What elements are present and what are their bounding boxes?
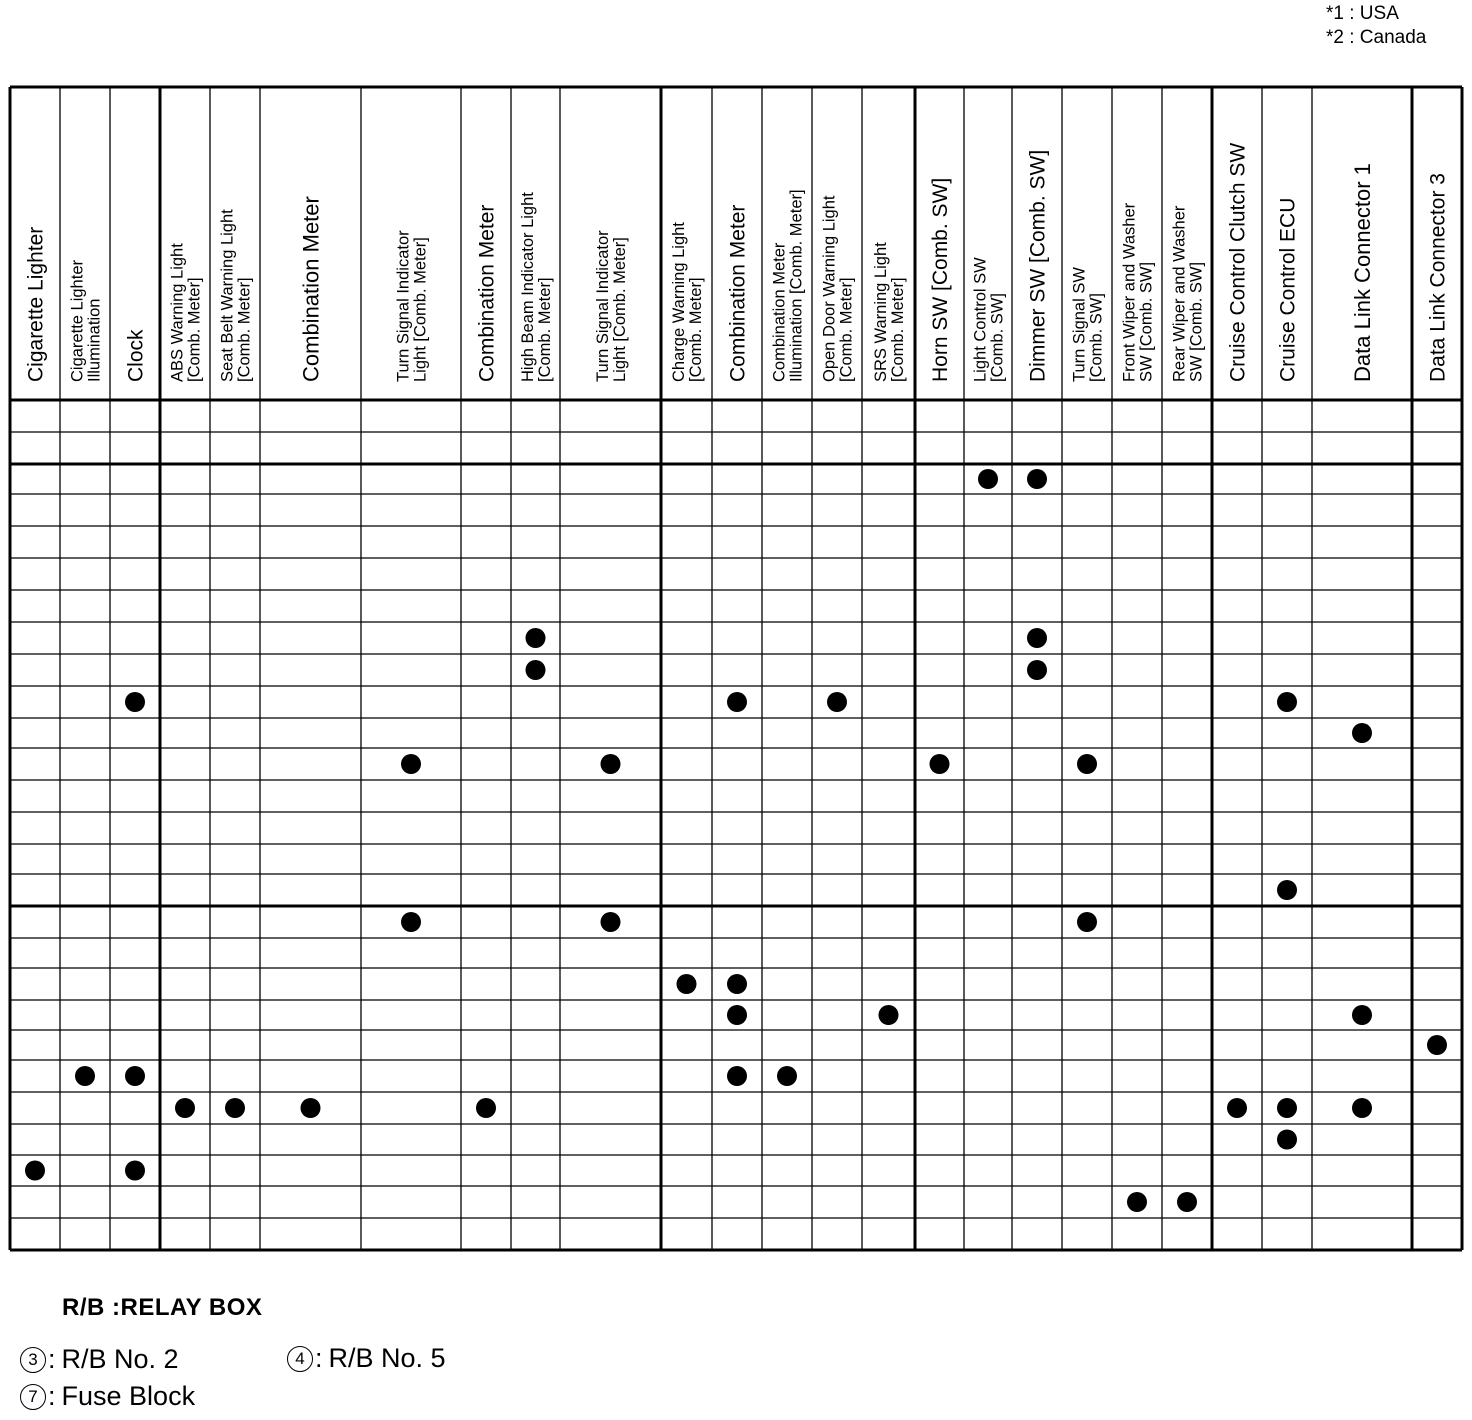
note-usa: *1 : USA xyxy=(1326,3,1399,24)
connection-dot xyxy=(526,660,546,680)
column-header-label: Light [Comb. Meter] xyxy=(610,237,629,382)
circled-number-badge: 4 xyxy=(287,1346,313,1372)
column-header-label: SRS Warning Light xyxy=(871,242,890,382)
connection-dot xyxy=(978,469,998,489)
connection-dot xyxy=(1277,692,1297,712)
column-header-label: Light [Comb. Meter] xyxy=(411,237,430,382)
connection-dot xyxy=(476,1098,496,1118)
column-header-label: Turn Signal Indicator xyxy=(394,230,413,382)
column-header-label: Combination Meter xyxy=(726,204,750,382)
column-header xyxy=(218,209,253,382)
connection-dot xyxy=(1352,723,1372,743)
legend-item-text: R/B No. 5 xyxy=(328,1343,446,1373)
circled-number-badge: 3 xyxy=(20,1347,46,1373)
connection-dot xyxy=(727,974,747,994)
connection-dot xyxy=(727,1005,747,1025)
column-header-label: Illumination xyxy=(85,298,104,382)
column-header-label: Turn Signal Indicator xyxy=(593,230,612,382)
column-header xyxy=(594,230,629,382)
connection-dot xyxy=(1027,660,1047,680)
column-header-label: Open Door Warning Light xyxy=(820,195,839,382)
column-header xyxy=(476,205,499,382)
column-header xyxy=(727,205,750,382)
column-header xyxy=(168,243,203,382)
column-header-label: SW [Comb. SW] xyxy=(1137,261,1156,382)
column-header-label: Dimmer SW [Comb. SW] xyxy=(1026,149,1050,382)
column-header-label: Cigarette Lighter xyxy=(68,260,87,382)
connection-dot xyxy=(1427,1035,1447,1055)
connection-dot xyxy=(879,1005,899,1025)
column-header-label: Light Control SW xyxy=(971,257,990,382)
column-header-label: Combination Meter xyxy=(770,242,789,382)
connection-dot xyxy=(125,1066,145,1086)
column-header xyxy=(1070,267,1105,382)
column-header-label: SW [Comb. SW] xyxy=(1187,261,1206,382)
column-header-label: Cigarette Lighter xyxy=(24,226,48,382)
column-header-label: [Comb. Meter] xyxy=(535,277,554,382)
column-header xyxy=(1170,205,1205,382)
column-header xyxy=(1120,202,1155,382)
connection-dot xyxy=(125,1161,145,1181)
connection-dot xyxy=(125,692,145,712)
column-header xyxy=(929,178,952,382)
column-header xyxy=(770,189,805,382)
connection-dot xyxy=(401,912,421,932)
connection-dot xyxy=(75,1066,95,1086)
column-header-label: ABS Warning Light xyxy=(168,243,187,382)
column-header xyxy=(1427,173,1450,382)
column-header xyxy=(971,257,1006,382)
column-header-label: High Beam Indicator Light xyxy=(518,192,537,382)
column-header-label: [Comb. Meter] xyxy=(837,277,856,382)
column-header-label: Illumination [Comb. Meter] xyxy=(787,189,806,382)
connection-dot xyxy=(301,1098,321,1118)
column-header-label: [Comb. Meter] xyxy=(185,277,204,382)
connection-dot xyxy=(1277,1098,1297,1118)
column-header xyxy=(519,192,554,382)
column-header-label: Horn SW [Comb. SW] xyxy=(929,177,953,382)
column-header-label: Front Wiper and Washer xyxy=(1120,202,1139,382)
connection-dot xyxy=(1077,754,1097,774)
column-header xyxy=(872,242,907,382)
column-header-label: Turn Signal SW xyxy=(1070,267,1089,382)
connection-dot xyxy=(727,692,747,712)
legend-item-text: Fuse Block xyxy=(61,1381,196,1411)
column-header xyxy=(1027,150,1050,382)
circled-number-badge: 7 xyxy=(20,1384,46,1410)
column-header xyxy=(298,196,323,382)
column-header-label: Combination Meter xyxy=(298,196,324,382)
connection-dot xyxy=(1127,1192,1147,1212)
column-header xyxy=(1227,143,1250,382)
column-header xyxy=(670,222,705,382)
column-header xyxy=(820,195,855,382)
column-header xyxy=(1350,163,1375,382)
column-header-label: [Comb. Meter] xyxy=(888,277,907,382)
connection-dot xyxy=(526,628,546,648)
connection-dot xyxy=(601,912,621,932)
connection-dot xyxy=(1077,912,1097,932)
connection-dot xyxy=(601,754,621,774)
connection-dot xyxy=(1027,628,1047,648)
connection-dot xyxy=(225,1098,245,1118)
connection-dot xyxy=(175,1098,195,1118)
connection-dot xyxy=(1352,1005,1372,1025)
column-header-label: Rear Wiper and Washer xyxy=(1170,205,1189,382)
column-header-label: Data Link Connector 3 xyxy=(1426,173,1450,382)
column-header-label: [Comb. SW] xyxy=(988,293,1007,382)
connection-dot xyxy=(777,1066,797,1086)
column-header-label: Cruise Control ECU xyxy=(1276,197,1300,382)
connection-dot xyxy=(401,754,421,774)
connection-dot xyxy=(25,1161,45,1181)
connection-dot xyxy=(1227,1098,1247,1118)
column-header-label: [Comb. Meter] xyxy=(686,277,705,382)
column-header-label: Data Link Connector 1 xyxy=(1349,163,1375,382)
legend-item-rb5: 4 : R/B No. 5 xyxy=(287,1343,446,1374)
column-header xyxy=(125,329,148,382)
column-header-label: [Comb. Meter] xyxy=(235,277,254,382)
column-header-label: Clock xyxy=(124,329,148,382)
connection-dot xyxy=(827,692,847,712)
connection-dot xyxy=(677,974,697,994)
column-header xyxy=(394,230,429,382)
column-header-label: Charge Warning Light xyxy=(669,222,688,382)
connection-dot xyxy=(930,754,950,774)
connection-dot xyxy=(1277,1130,1297,1150)
column-header-label: Seat Belt Warning Light xyxy=(218,209,237,382)
connection-dot xyxy=(727,1066,747,1086)
note-canada: *2 : Canada xyxy=(1326,27,1427,48)
column-header xyxy=(25,227,48,382)
column-header-label: Combination Meter xyxy=(475,204,499,382)
column-header xyxy=(68,260,103,382)
column-header-label: Cruise Control Clutch SW xyxy=(1226,142,1250,382)
column-header xyxy=(1277,198,1300,382)
connection-dot xyxy=(1352,1098,1372,1118)
legend-item-rb2: 3 : R/B No. 2 xyxy=(20,1344,179,1375)
legend-title: R/B :RELAY BOX xyxy=(62,1294,263,1321)
connection-dot xyxy=(1177,1192,1197,1212)
connection-dot xyxy=(1027,469,1047,489)
column-header-label: [Comb. SW] xyxy=(1087,293,1106,382)
connection-dot xyxy=(1277,880,1297,900)
legend-item-fuse-block: 7 : Fuse Block xyxy=(20,1381,195,1412)
legend-item-text: R/B No. 2 xyxy=(61,1344,179,1374)
